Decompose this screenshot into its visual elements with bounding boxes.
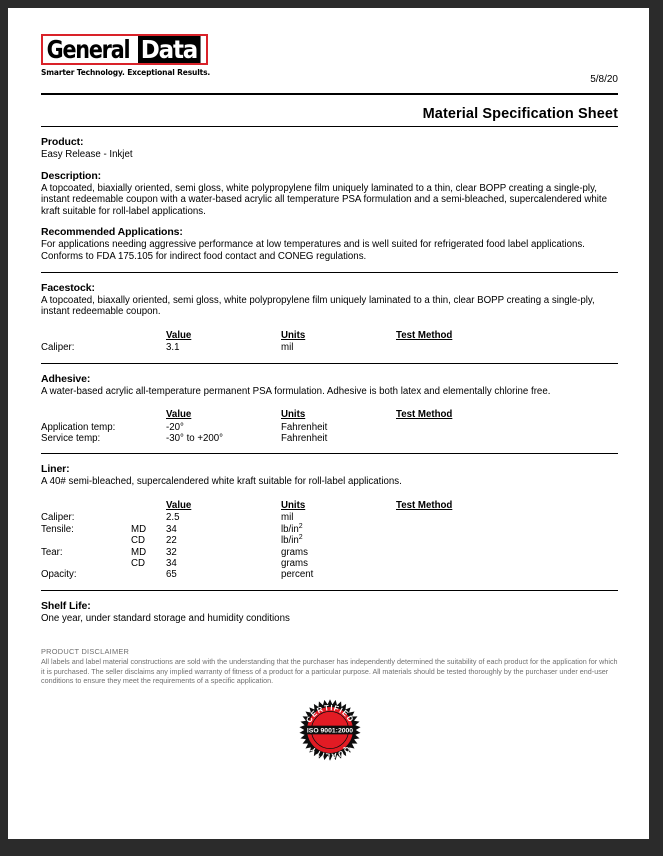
spacer-cell	[131, 409, 166, 421]
row-value: 34	[166, 523, 177, 535]
row-units: grams	[281, 558, 308, 569]
row-label: Application temp:	[41, 421, 116, 433]
facestock-body: A topcoated, biaxally oriented, semi gloss, white polypropylene film uniquely laminated to a thin, clear BOPP creating a single-ply, instant redeemable coupon.	[41, 294, 595, 318]
header-value: Value	[166, 329, 192, 341]
logo-word-general: General	[43, 36, 130, 63]
title-rule	[41, 126, 618, 127]
liner-body: A 40# semi-bleached, supercalendered white kraft suitable for roll-label applications.	[41, 476, 402, 488]
row-label: Tear:	[41, 546, 63, 558]
product-body: Easy Release - Inkjet	[41, 149, 133, 160]
table-row	[41, 342, 618, 353]
table-row	[41, 524, 618, 535]
row-test-method	[396, 512, 618, 523]
logo-word-data: Data	[138, 36, 201, 63]
iso-certified-seal-icon	[299, 699, 361, 761]
iso-seal-container	[41, 699, 618, 766]
recommended-applications-heading: Recommended Applications:	[41, 226, 183, 239]
row-direction	[131, 512, 166, 523]
document-header	[41, 34, 618, 90]
liner-spec-table	[41, 500, 618, 581]
row-units: $lb/in^2$	[281, 522, 303, 535]
table-header-row	[41, 409, 618, 421]
description-body: A topcoated, biaxially oriented, semi gloss, white polypropylene film uniquely laminated to a thin, clear BOPP creating a single-ply, instant redeemable coupon with a water-based acrylic all temperature PSA formulation and a semi-bleached, supercalendered white kraft suitable for roll-label applications.	[41, 182, 607, 217]
row-direction	[131, 433, 166, 444]
logo-tagline: Smarter Technology. Exceptional Results.	[41, 68, 211, 77]
row-label: Service temp:	[41, 432, 101, 444]
row-direction: MD	[131, 523, 147, 535]
liner-heading: Liner:	[41, 463, 70, 476]
document-date: 5/8/20	[590, 74, 618, 85]
logo-box	[41, 34, 208, 65]
header-value: Value	[166, 499, 192, 511]
row-test-method	[396, 422, 618, 433]
row-label: Caliper:	[41, 342, 75, 354]
header-units: Units	[281, 499, 306, 511]
row-label	[41, 558, 131, 569]
row-direction	[131, 569, 166, 580]
adhesive-spec-table	[41, 409, 618, 444]
row-units: mil	[281, 512, 294, 524]
table-row	[41, 558, 618, 569]
disclaimer-title: PRODUCT DISCLAIMER	[41, 647, 130, 657]
row-test-method	[396, 535, 618, 546]
table-row	[41, 433, 618, 444]
section-recommended-applications	[41, 226, 618, 262]
row-direction	[131, 342, 166, 353]
company-logo	[41, 34, 210, 77]
row-label: Tensile:	[41, 523, 74, 535]
section-adhesive	[41, 373, 618, 445]
row-test-method	[396, 342, 618, 353]
row-test-method	[396, 433, 618, 444]
row-units: grams	[281, 546, 308, 558]
row-direction: MD	[131, 546, 147, 558]
header-test-method: Test Method	[396, 329, 453, 341]
section-separator-1	[41, 272, 618, 273]
table-row	[41, 535, 618, 546]
adhesive-body: A water-based acrylic all-temperature permanent PSA formulation. Adhesive is both latex and elementally chlorine free.	[41, 385, 551, 397]
table-row	[41, 569, 618, 580]
row-test-method	[396, 558, 618, 569]
row-label	[41, 535, 131, 546]
facestock-spec-table	[41, 330, 618, 354]
units-exponent: 2	[298, 522, 303, 530]
row-direction: CD	[131, 558, 145, 569]
header-units: Units	[281, 409, 306, 421]
row-test-method	[396, 547, 618, 558]
section-liner	[41, 463, 618, 580]
document-page	[8, 8, 649, 839]
product-disclaimer	[41, 647, 618, 685]
units-exponent: 2	[298, 533, 303, 541]
section-separator-4	[41, 590, 618, 591]
header-rule	[41, 93, 618, 95]
page-title: Material Specification Sheet	[422, 106, 618, 122]
row-value: 65	[166, 569, 177, 581]
product-heading: Product:	[41, 136, 84, 148]
seal-center-text: ISO 9001:2000	[306, 727, 353, 735]
row-value: -20°	[166, 421, 184, 433]
row-units: Fahrenheit	[281, 421, 328, 433]
row-units: percent	[281, 569, 314, 581]
table-row	[41, 422, 618, 433]
row-value: 3.1	[166, 342, 180, 354]
table-row	[41, 547, 618, 558]
row-direction: CD	[131, 535, 145, 547]
shelf-life-heading: Shelf Life:	[41, 599, 91, 612]
document-content	[41, 34, 618, 766]
section-description	[41, 170, 618, 218]
section-facestock	[41, 282, 618, 354]
seal-bottom-text: QUALITY	[307, 744, 352, 761]
header-value: Value	[166, 409, 192, 421]
row-value: 22	[166, 535, 177, 547]
row-direction	[131, 422, 166, 433]
logo-inner	[43, 36, 206, 63]
spacer-cell	[131, 500, 166, 512]
seal-top-text: CERTIFIED	[303, 703, 356, 725]
header-units: Units	[281, 329, 306, 341]
section-product	[41, 136, 618, 161]
row-units: mil	[281, 342, 294, 354]
table-header-row	[41, 330, 618, 342]
spacer-cell	[131, 330, 166, 342]
row-value: 34	[166, 558, 177, 569]
spacer-cell	[41, 500, 131, 512]
spacer-cell	[41, 330, 131, 342]
row-test-method	[396, 569, 618, 580]
spacer-cell	[41, 409, 131, 421]
shelf-life-body: One year, under standard storage and humidity conditions	[41, 612, 290, 624]
section-separator-2	[41, 363, 618, 364]
description-heading: Description:	[41, 169, 102, 182]
header-test-method: Test Method	[396, 409, 453, 421]
row-label: Opacity:	[41, 569, 77, 581]
section-shelf-life	[41, 600, 618, 625]
row-value: 2.5	[166, 512, 180, 524]
recommended-applications-body: For applications needing aggressive performance at low temperatures and is well suited for refrigerated food label applications. Conforms to FDA 175.105 for indirect food contact and CONEG regulations.	[41, 239, 585, 262]
row-test-method	[396, 524, 618, 535]
header-test-method: Test Method	[396, 499, 453, 511]
liner-table-body	[41, 512, 618, 580]
row-label: Caliper:	[41, 512, 75, 524]
facestock-table-body	[41, 342, 618, 353]
row-value: 32	[166, 546, 177, 558]
table-header-row	[41, 500, 618, 512]
row-units: $lb/in^2$	[281, 533, 303, 547]
disclaimer-body: All labels and label material constructions are sold with the understanding that the purchaser has independently determined the suitability of each product for the application for which it is purchased. The seller disclaims any implied warranty of fitness of a product for a particular purpose. All materials should be tested thoroughly by the purchaser under end-user conditions to ensure they meet the requirements of a specific application.	[41, 657, 618, 685]
table-row	[41, 512, 618, 523]
adhesive-heading: Adhesive:	[41, 372, 91, 385]
adhesive-table-body	[41, 422, 618, 445]
facestock-heading: Facestock:	[41, 281, 95, 294]
row-units: Fahrenheit	[281, 432, 328, 444]
section-separator-3	[41, 453, 618, 454]
row-value: -30° to +200°	[166, 432, 224, 444]
